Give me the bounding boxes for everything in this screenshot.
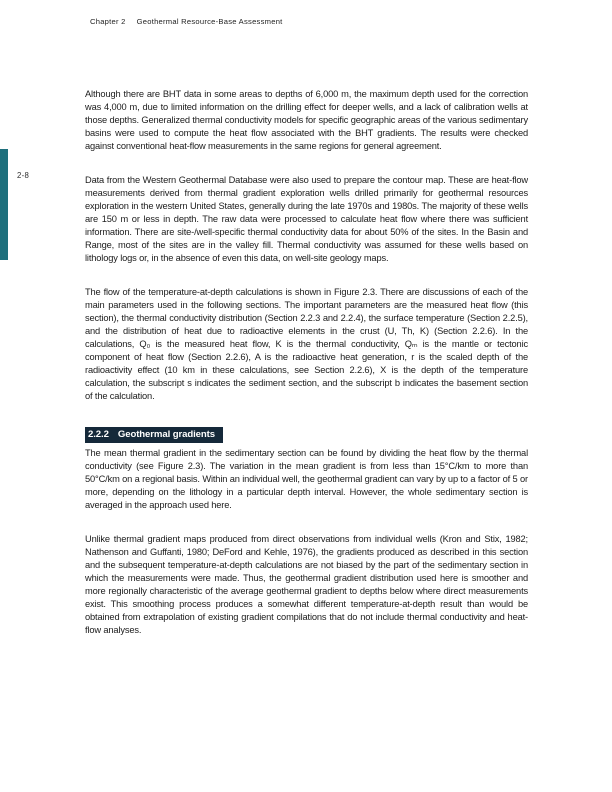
running-header [90, 17, 283, 26]
side-tab [0, 149, 8, 260]
body-paragraph: Data from the Western Geothermal Database were also used to prepare the contour map. These are heat-flow measurements derived from thermal gradient exploration wells drilled primarily for geothermal resources exploration in the western United States, generally during the late 1970s and 1980s. The majority of these wells are 150 m or less in depth. The raw data were processed to calculate heat flow where there was sufficient information. There are site-/well-specific thermal conductivity data for about 50% of the sites. In the Basin and Range, most of the sites are in the valley fill. Thermal conductivity was assumed for these wells based on lithology logs or, in the absence of even this data, on well-site geology maps. [85, 175, 528, 263]
section-heading [85, 427, 223, 443]
page-number-label: 2-8 [17, 171, 30, 180]
body-column [85, 88, 528, 658]
body-paragraph: The mean thermal gradient in the sedimentary section can be found by dividing the heat flow by the thermal conductivity (see Figure 2.3). The variation in the mean gradient is from less than 15°C/km to more than 50°C/km on a regional basis. Within an individual well, the geothermal gradient can vary by up to a factor of 5 or more, depending on the lithology in a particular depth interval. However, the whole sedimentary section is averaged in the approach used here. [85, 448, 528, 510]
body-paragraph: Although there are BHT data in some areas to depths of 6,000 m, the maximum depth used for the correction was 4,000 m, due to limited information on the drilling effect for deeper wells, and a lack of calibration wells at those depths. Generalized thermal conductivity models for specific geographic areas of the various sedimentary basins were used to compute the heat flow associated with the BHT gradients. The results were checked against conventional heat-flow measurements in the same regions for general agreement. [85, 89, 528, 151]
body-paragraph: The flow of the temperature-at-depth calculations is shown in Figure 2.3. There are discussions of each of the main parameters used in the following sections. The important parameters are the measured heat flow (this section), the thermal conductivity distribution (Section 2.2.3 and 2.2.4), the surface temperature (Section 2.2.5), and the distribution of heat due to radioactive elements in the crust (U, Th, K) (Section 2.2.6). In the calculations, Q₀ is the measured heat flow, K is the thermal conductivity, Qₘ is the mantle or tectonic component of heat flow (Section 2.2.6), A is the radioactive heat generation, r is the scaled depth of the radioactivity effect (10 km in these calculations, see Section 2.2.6), X is the depth of the temperature calculation, the subscript s indicates the sediment section, and the subscript b indicates the basement section of the calculation. [85, 287, 528, 401]
chapter-title: Geothermal Resource-Base Assessment [136, 17, 283, 26]
section-title: Geothermal gradients [117, 429, 216, 440]
section-number: 2.2.2 [88, 429, 109, 440]
body-paragraph: Unlike thermal gradient maps produced from direct observations from individual wells (Kron and Stix, 1982; Nathenson and Guffanti, 1980; DeFord and Kehle, 1976), the gradients produced as described in this section and the subsequent temperature-at-depth calculations are not biased by the part of the sedimentary section in which the measurements were made. Thus, the geothermal gradient distribution used here is smoother and more regionally characteristic of the average geothermal gradient to depths below where direct measurements exist. This smoothing process produces a somewhat different temperature-at-depth result than would be obtained from extrapolation of existing gradient compilations that do not include thermal conductivity and heat-flow analyses. [85, 534, 528, 635]
chapter-label: Chapter 2 [90, 17, 126, 26]
